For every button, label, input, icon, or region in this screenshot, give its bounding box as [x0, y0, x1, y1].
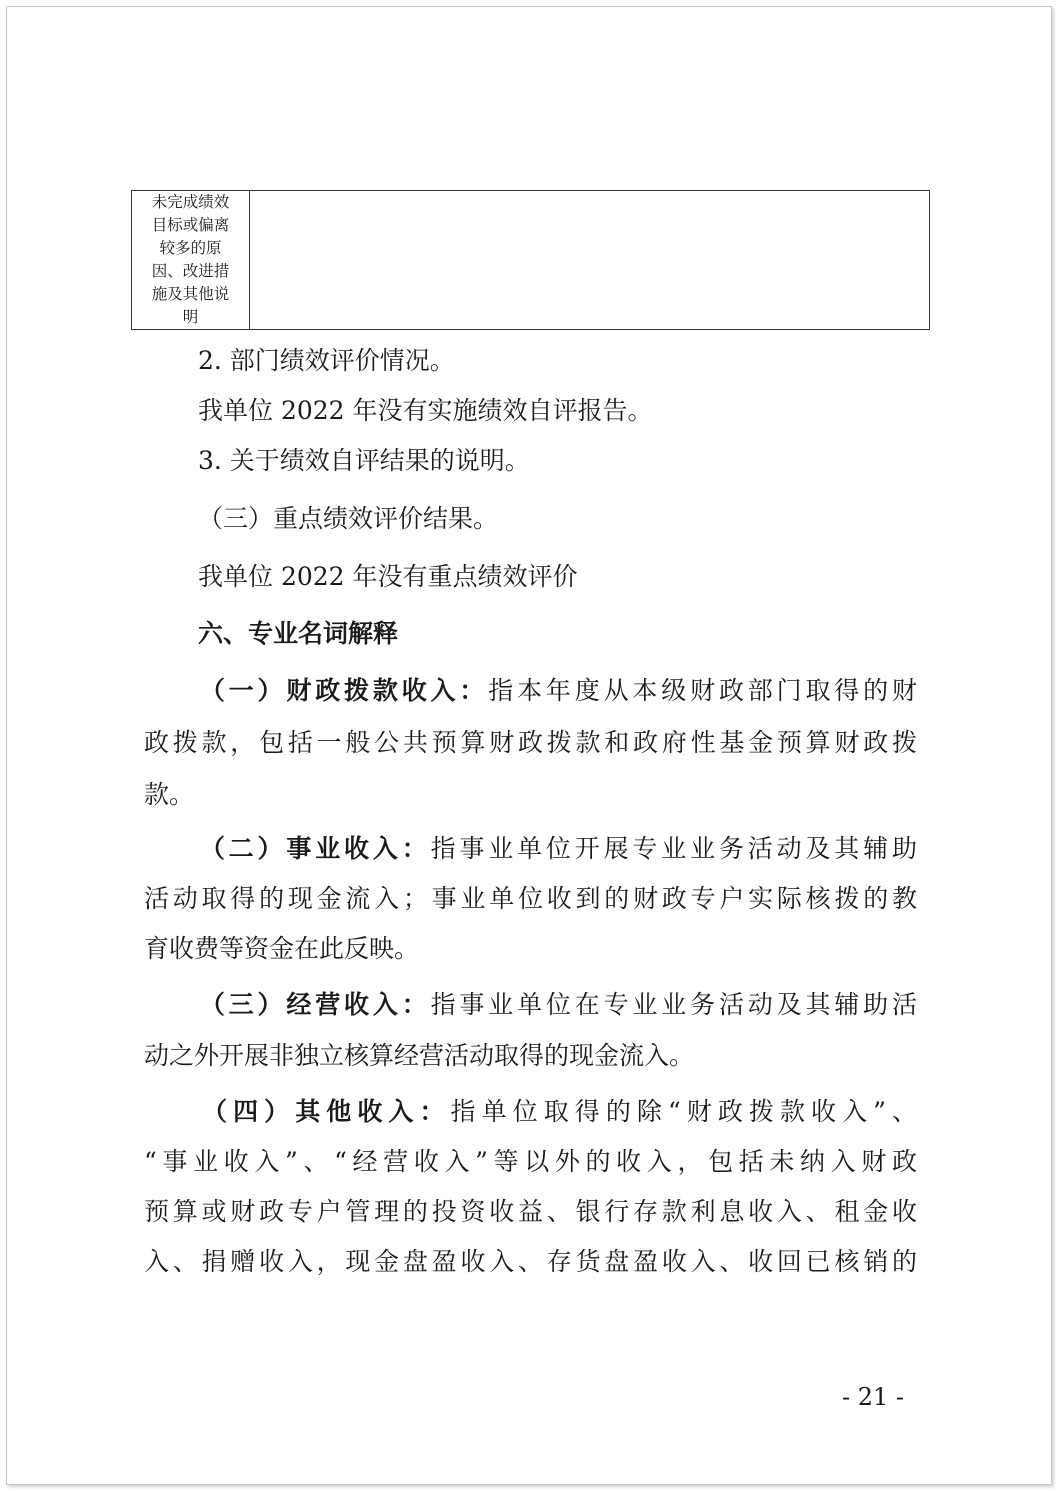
subheading-key-evaluation: （三）重点绩效评价结果。 — [198, 504, 499, 533]
definition-term: （三）经营收入： — [196, 990, 431, 1019]
definition-text: 预算或财政专户管理的投资收益、银行存款利息收入、租金收 — [144, 1197, 917, 1226]
definition-operating-income — [144, 988, 917, 1022]
table-label-line: 较多的原 — [159, 239, 222, 257]
table-value-cell — [250, 191, 929, 329]
definition-term: （一）财政拨款收入： — [196, 676, 489, 705]
table-label-line: 施及其他说 — [151, 285, 230, 303]
definition-text-line: 动之外开展非独立核算经营活动取得的现金流入。 — [144, 1041, 695, 1070]
page-number: - 21 - — [842, 1383, 905, 1411]
table-label-cell — [132, 191, 250, 329]
definition-text: 指单位取得的除“财政拨款收入”、 — [450, 1097, 917, 1126]
definition-text: 入、捐赠收入，现金盘盈收入、存货盘盈收入、收回已核销的 — [144, 1247, 917, 1276]
paragraph-key-evaluation: 我单位 2022 年没有重点绩效评价 — [198, 562, 578, 591]
definition-text-line — [144, 726, 917, 760]
definition-text: 指本年度从本级财政部门取得的财 — [488, 676, 917, 705]
paragraph-self-evaluation-results: 3. 关于绩效自评结果的说明。 — [198, 446, 530, 475]
definition-business-income — [144, 832, 917, 866]
paragraph-dept-evaluation: 2. 部门绩效评价情况。 — [198, 346, 455, 375]
definition-text: 活动取得的现金流入；事业单位收到的财政专户实际核拨的教 — [144, 884, 917, 913]
definition-text: 指事业单位开展专业业务活动及其辅助 — [430, 834, 917, 863]
definition-text-line: 育收费等资金在此反映。 — [144, 934, 420, 963]
definition-text-line — [144, 882, 917, 916]
definition-text-line — [144, 1195, 917, 1229]
definition-term: （四）其他收入： — [196, 1097, 451, 1126]
section-heading-terms: 六、专业名词解释 — [198, 619, 399, 648]
table-label-line: 未完成绩效 — [151, 193, 230, 211]
table-label-line: 目标或偏离 — [151, 216, 230, 234]
table-label-line: 明 — [182, 308, 199, 326]
definition-text: 指事业单位在专业业务活动及其辅助活 — [430, 990, 917, 1019]
definition-text-line — [144, 1145, 917, 1179]
performance-table — [131, 190, 930, 330]
definition-text-line — [144, 1245, 917, 1279]
definition-text: 政拨款，包括一般公共预算财政拨款和政府性基金预算财政拨 — [144, 728, 917, 757]
definition-fiscal-appropriation — [144, 674, 917, 708]
table-label-line: 因、改进措 — [151, 262, 230, 280]
paragraph-self-evaluation: 我单位 2022 年没有实施绩效自评报告。 — [198, 396, 653, 425]
definition-term: （二）事业收入： — [196, 834, 431, 863]
definition-text: “事业收入”、“经营收入”等以外的收入，包括未纳入财政 — [144, 1147, 917, 1176]
definition-text-line: 款。 — [144, 780, 195, 809]
definition-other-income — [144, 1095, 917, 1129]
